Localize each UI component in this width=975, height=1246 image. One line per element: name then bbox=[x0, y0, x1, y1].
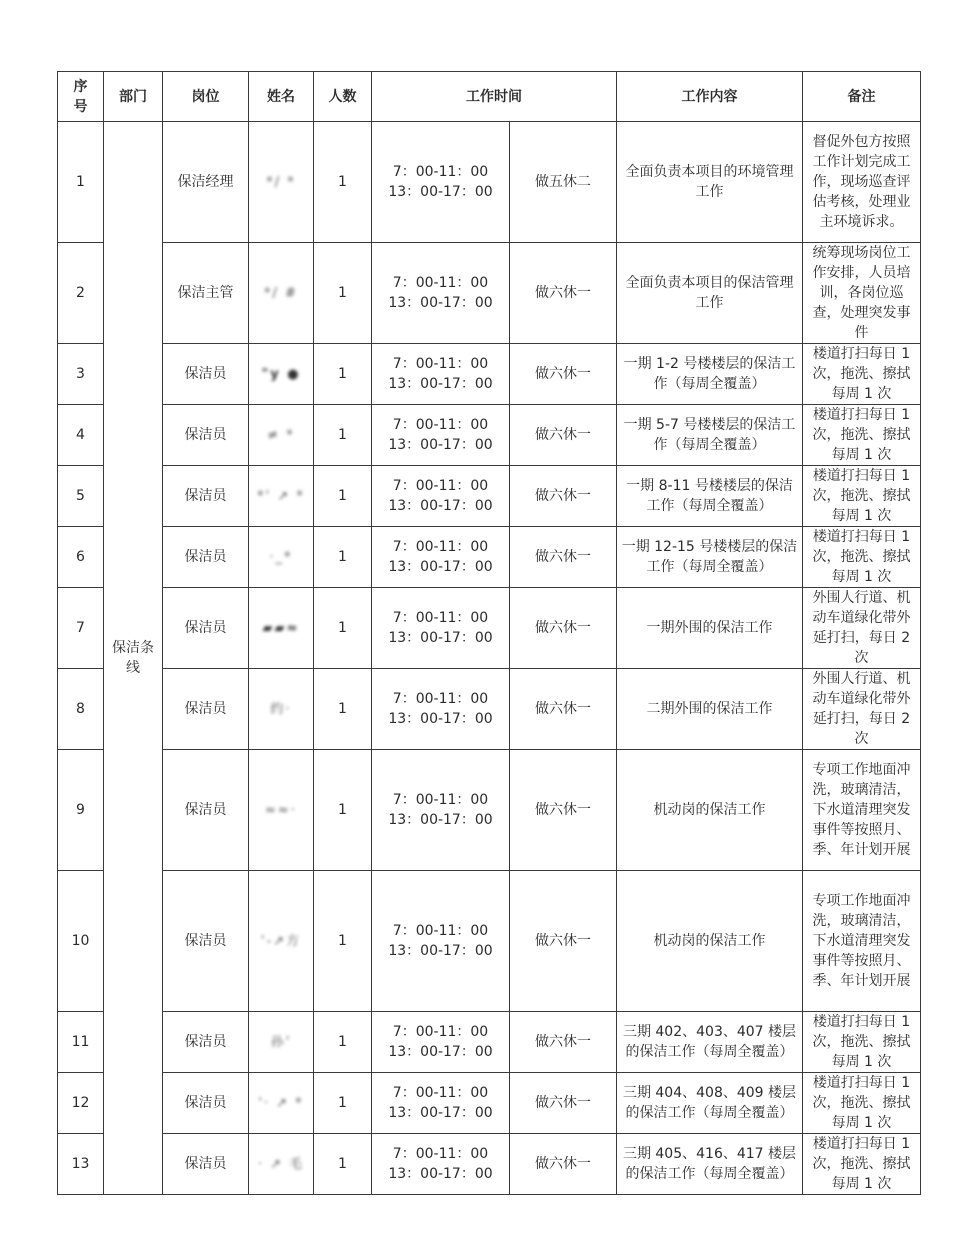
time-afternoon: 13：00-17：00 bbox=[388, 1044, 493, 1060]
row-content: 三期 404、408、409 楼层的保洁工作（每周全覆盖） bbox=[617, 1073, 803, 1134]
row-count: 1 bbox=[314, 243, 372, 344]
time-afternoon: 13：00-17：00 bbox=[388, 630, 493, 646]
row-notes: 楼道打扫每日 1 次，拖洗、擦拭每周 1 次 bbox=[803, 466, 921, 527]
row-shift: 做六休一 bbox=[510, 871, 617, 1012]
row-time bbox=[372, 588, 510, 669]
header-dept: 部门 bbox=[104, 72, 163, 122]
row-index: 3 bbox=[58, 344, 104, 405]
row-position: 保洁员 bbox=[163, 1134, 249, 1195]
table-row bbox=[58, 243, 921, 344]
row-index: 8 bbox=[58, 669, 104, 750]
row-time bbox=[372, 750, 510, 871]
row-index: 1 bbox=[58, 122, 104, 243]
time-morning: 7：00-11：00 bbox=[392, 275, 489, 291]
row-time bbox=[372, 466, 510, 527]
time-morning: 7：00-11：00 bbox=[392, 691, 489, 707]
row-time bbox=[372, 871, 510, 1012]
row-index: 12 bbox=[58, 1073, 104, 1134]
time-afternoon: 13：00-17：00 bbox=[388, 711, 493, 727]
row-time bbox=[372, 1012, 510, 1073]
row-name-redacted bbox=[249, 871, 314, 1012]
row-notes: 外围人行道、机动车道绿化带外延打扫，每日 2 次 bbox=[803, 588, 921, 669]
row-index: 7 bbox=[58, 588, 104, 669]
redacted-name: 约· bbox=[270, 701, 292, 717]
header-index: 序号 bbox=[58, 72, 104, 122]
row-content: 一期 12-15 号楼楼层的保洁工作（每周全覆盖） bbox=[617, 527, 803, 588]
row-shift: 做六休一 bbox=[510, 1012, 617, 1073]
table-row bbox=[58, 871, 921, 1012]
redacted-name: '-↗方 bbox=[260, 933, 302, 949]
row-count: 1 bbox=[314, 405, 372, 466]
row-index: 2 bbox=[58, 243, 104, 344]
row-shift: 做六休一 bbox=[510, 243, 617, 344]
row-notes: 外围人行道、机动车道绿化带外延打扫，每日 2 次 bbox=[803, 669, 921, 750]
redacted-name: ▰▰≈ bbox=[262, 620, 300, 636]
row-time bbox=[372, 405, 510, 466]
time-morning: 7：00-11：00 bbox=[392, 478, 489, 494]
row-notes: 统筹现场岗位工作安排，人员培训，各岗位巡查，处理突发事件 bbox=[803, 243, 921, 344]
time-afternoon: 13：00-17：00 bbox=[388, 559, 493, 575]
row-position: 保洁员 bbox=[163, 750, 249, 871]
row-count: 1 bbox=[314, 1134, 372, 1195]
row-position: 保洁员 bbox=[163, 527, 249, 588]
row-position: 保洁员 bbox=[163, 871, 249, 1012]
row-count: 1 bbox=[314, 669, 372, 750]
row-index: 6 bbox=[58, 527, 104, 588]
row-shift: 做六休一 bbox=[510, 1073, 617, 1134]
time-morning: 7：00-11：00 bbox=[392, 610, 489, 626]
table-row bbox=[58, 1134, 921, 1195]
time-morning: 7：00-11：00 bbox=[392, 1024, 489, 1040]
table-row bbox=[58, 669, 921, 750]
row-content: 一期 1-2 号楼楼层的保洁工作（每周全覆盖） bbox=[617, 344, 803, 405]
row-notes: 楼道打扫每日 1 次，拖洗、擦拭每周 1 次 bbox=[803, 344, 921, 405]
row-content: 一期外围的保洁工作 bbox=[617, 588, 803, 669]
row-name-redacted bbox=[249, 122, 314, 243]
time-afternoon: 13：00-17：00 bbox=[388, 184, 493, 200]
redacted-name: */ * bbox=[266, 174, 296, 190]
time-afternoon: 13：00-17：00 bbox=[388, 1105, 493, 1121]
redacted-name: · ↗ 毛 bbox=[257, 1156, 305, 1172]
header-position: 岗位 bbox=[163, 72, 249, 122]
table-row bbox=[58, 750, 921, 871]
redacted-name: "y ● bbox=[261, 366, 301, 382]
row-count: 1 bbox=[314, 1012, 372, 1073]
time-afternoon: 13：00-17：00 bbox=[388, 812, 493, 828]
time-morning: 7：00-11：00 bbox=[392, 164, 489, 180]
time-morning: 7：00-11：00 bbox=[392, 923, 489, 939]
header-work-time: 工作时间 bbox=[372, 72, 617, 122]
row-notes: 楼道打扫每日 1 次，拖洗、擦拭每周 1 次 bbox=[803, 405, 921, 466]
table-row bbox=[58, 1073, 921, 1134]
row-count: 1 bbox=[314, 122, 372, 243]
redacted-name: */ # bbox=[264, 285, 298, 301]
row-position: 保洁员 bbox=[163, 344, 249, 405]
row-position: 保洁经理 bbox=[163, 122, 249, 243]
time-afternoon: 13：00-17：00 bbox=[388, 437, 493, 453]
time-morning: 7：00-11：00 bbox=[392, 1085, 489, 1101]
row-notes: 专项工作地面冲洗，玻璃清洁，下水道清理突发事件等按照月、季、年计划开展 bbox=[803, 750, 921, 871]
row-shift: 做六休一 bbox=[510, 669, 617, 750]
row-name-redacted bbox=[249, 1073, 314, 1134]
row-count: 1 bbox=[314, 527, 372, 588]
header-row bbox=[58, 72, 921, 122]
row-notes: 楼道打扫每日 1 次，拖洗、擦拭每周 1 次 bbox=[803, 1012, 921, 1073]
row-position: 保洁员 bbox=[163, 588, 249, 669]
row-position: 保洁员 bbox=[163, 669, 249, 750]
row-time bbox=[372, 122, 510, 243]
time-morning: 7：00-11：00 bbox=[392, 539, 489, 555]
row-shift: 做六休一 bbox=[510, 344, 617, 405]
row-content: 二期外围的保洁工作 bbox=[617, 669, 803, 750]
redacted-name: ≠ * bbox=[267, 427, 295, 443]
row-time bbox=[372, 669, 510, 750]
department-cell: 保洁条线 bbox=[104, 122, 163, 1195]
table-row bbox=[58, 588, 921, 669]
time-afternoon: 13：00-17：00 bbox=[388, 295, 493, 311]
table-row bbox=[58, 344, 921, 405]
row-index: 4 bbox=[58, 405, 104, 466]
time-morning: 7：00-11：00 bbox=[392, 792, 489, 808]
table-row bbox=[58, 1012, 921, 1073]
row-position: 保洁员 bbox=[163, 405, 249, 466]
row-notes: 督促外包方按照工作计划完成工作，现场巡查评估考核，处理业主环境诉求。 bbox=[803, 122, 921, 243]
row-time bbox=[372, 344, 510, 405]
header-content: 工作内容 bbox=[617, 72, 803, 122]
time-morning: 7：00-11：00 bbox=[392, 356, 489, 372]
header-name: 姓名 bbox=[249, 72, 314, 122]
row-name-redacted bbox=[249, 527, 314, 588]
header-notes: 备注 bbox=[803, 72, 921, 122]
time-morning: 7：00-11：00 bbox=[392, 1146, 489, 1162]
row-index: 5 bbox=[58, 466, 104, 527]
redacted-name: ≈≈· bbox=[265, 802, 297, 818]
time-afternoon: 13：00-17：00 bbox=[388, 376, 493, 392]
row-index: 9 bbox=[58, 750, 104, 871]
redacted-name: ·_* bbox=[269, 549, 293, 565]
row-name-redacted bbox=[249, 588, 314, 669]
row-count: 1 bbox=[314, 871, 372, 1012]
time-afternoon: 13：00-17：00 bbox=[388, 1166, 493, 1182]
row-shift: 做六休一 bbox=[510, 527, 617, 588]
row-name-redacted bbox=[249, 750, 314, 871]
row-count: 1 bbox=[314, 466, 372, 527]
row-position: 保洁主管 bbox=[163, 243, 249, 344]
row-content: 机动岗的保洁工作 bbox=[617, 871, 803, 1012]
row-shift: 做五休二 bbox=[510, 122, 617, 243]
row-count: 1 bbox=[314, 750, 372, 871]
row-name-redacted bbox=[249, 466, 314, 527]
row-index: 11 bbox=[58, 1012, 104, 1073]
row-notes: 楼道打扫每日 1 次，拖洗、擦拭每周 1 次 bbox=[803, 1073, 921, 1134]
table-row bbox=[58, 122, 921, 243]
row-content: 机动岗的保洁工作 bbox=[617, 750, 803, 871]
table-row bbox=[58, 527, 921, 588]
time-afternoon: 13：00-17：00 bbox=[388, 943, 493, 959]
row-time bbox=[372, 1134, 510, 1195]
row-shift: 做六休一 bbox=[510, 1134, 617, 1195]
row-name-redacted bbox=[249, 1012, 314, 1073]
row-count: 1 bbox=[314, 588, 372, 669]
row-content: 三期 405、416、417 楼层的保洁工作（每周全覆盖） bbox=[617, 1134, 803, 1195]
time-morning: 7：00-11：00 bbox=[392, 417, 489, 433]
time-afternoon: 13：00-17：00 bbox=[388, 498, 493, 514]
row-position: 保洁员 bbox=[163, 1073, 249, 1134]
row-time bbox=[372, 243, 510, 344]
row-notes: 专项工作地面冲洗，玻璃清洁，下水道清理突发事件等按照月、季、年计划开展 bbox=[803, 871, 921, 1012]
table-row bbox=[58, 405, 921, 466]
row-content: 三期 402、403、407 楼层的保洁工作（每周全覆盖） bbox=[617, 1012, 803, 1073]
row-index: 13 bbox=[58, 1134, 104, 1195]
row-name-redacted bbox=[249, 344, 314, 405]
row-count: 1 bbox=[314, 344, 372, 405]
redacted-name: 孙' bbox=[270, 1034, 292, 1050]
row-notes: 楼道打扫每日 1 次，拖洗、擦拭每周 1 次 bbox=[803, 527, 921, 588]
row-name-redacted bbox=[249, 405, 314, 466]
redacted-name: '· ↗ * bbox=[258, 1095, 304, 1111]
row-name-redacted bbox=[249, 669, 314, 750]
table-row bbox=[58, 466, 921, 527]
row-shift: 做六休一 bbox=[510, 588, 617, 669]
row-shift: 做六休一 bbox=[510, 750, 617, 871]
row-time bbox=[372, 527, 510, 588]
row-time bbox=[372, 1073, 510, 1134]
row-content: 全面负责本项目的保洁管理工作 bbox=[617, 243, 803, 344]
row-content: 一期 5-7 号楼楼层的保洁工作（每周全覆盖） bbox=[617, 405, 803, 466]
row-count: 1 bbox=[314, 1073, 372, 1134]
header-count: 人数 bbox=[314, 72, 372, 122]
row-notes: 楼道打扫每日 1 次，拖洗、擦拭每周 1 次 bbox=[803, 1134, 921, 1195]
row-name-redacted bbox=[249, 1134, 314, 1195]
row-content: 全面负责本项目的环境管理工作 bbox=[617, 122, 803, 243]
row-name-redacted bbox=[249, 243, 314, 344]
row-position: 保洁员 bbox=[163, 466, 249, 527]
row-shift: 做六休一 bbox=[510, 405, 617, 466]
redacted-name: *' ↗ * bbox=[257, 488, 305, 504]
row-index: 10 bbox=[58, 871, 104, 1012]
row-content: 一期 8-11 号楼楼层的保洁工作（每周全覆盖） bbox=[617, 466, 803, 527]
staff-schedule-table bbox=[57, 71, 921, 1195]
row-shift: 做六休一 bbox=[510, 466, 617, 527]
row-position: 保洁员 bbox=[163, 1012, 249, 1073]
